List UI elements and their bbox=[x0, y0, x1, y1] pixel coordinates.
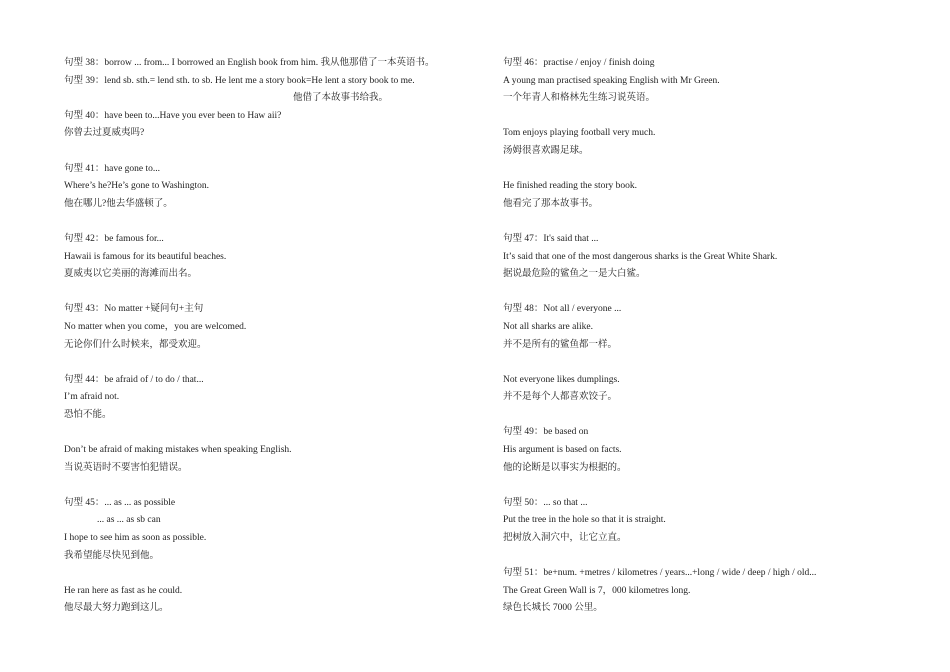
left-column-spacer bbox=[64, 565, 484, 583]
right-column-spacer bbox=[503, 108, 923, 126]
right-column-spacer bbox=[503, 213, 923, 231]
left-column-spacer bbox=[64, 284, 484, 302]
right-column-line: 句型 51：be+num. +metres / kilometres / years...+long / wide / deep / high / old... bbox=[503, 568, 817, 579]
right-column-line: 他看完了那本故事书。 bbox=[503, 198, 599, 209]
left-column-line: 句型 38：borrow ... from... I borrowed an English book from him. 我从他那借了一本英语书。 bbox=[64, 58, 435, 68]
right-column-line: 汤姆很喜欢踢足球。 bbox=[503, 145, 589, 156]
left-column-line: I’m afraid not. bbox=[64, 392, 120, 403]
right-column-line: 句型 48：Not all / everyone ... bbox=[503, 304, 622, 315]
right-column-line: A young man practised speaking English with Mr Green. bbox=[503, 75, 720, 86]
left-column-spacer bbox=[64, 213, 484, 231]
left-column-line: 句型 45：... as ... as possible bbox=[64, 497, 176, 508]
left-column-line: 你曾去过夏威夷吗? bbox=[64, 128, 145, 139]
left-column-line: 句型 42：be famous for... bbox=[64, 233, 164, 244]
left-column-line: 句型 41：have gone to... bbox=[64, 163, 161, 174]
right-column-line: 把树放入洞穴中，让它立直。 bbox=[503, 533, 627, 544]
left-column-line: 句型 39：lend sb. sth.= lend sth. to sb. He lent me a story book=He lent a story book to me. bbox=[64, 75, 415, 86]
left-column-line: 他尽最大努力跑到这儿。 bbox=[64, 603, 169, 614]
right-column-line: His argument is based on facts. bbox=[503, 445, 622, 456]
right-column-line: 句型 49：be based on bbox=[503, 427, 589, 438]
right-column-line: Not everyone likes dumplings. bbox=[503, 374, 620, 385]
right-column-line: 他的论断是以事实为根据的。 bbox=[503, 462, 627, 473]
right-column-line: It’s said that one of the most dangerous sharks is the Great White Shark. bbox=[503, 251, 778, 262]
right-column-line: 据说最危险的鲨鱼之一是大白鲨。 bbox=[503, 269, 646, 280]
right-column-spacer bbox=[503, 284, 923, 302]
left-column-line: I hope to see him as soon as possible. bbox=[64, 533, 207, 544]
left-column-line: He ran here as fast as he could. bbox=[64, 585, 183, 596]
right-column-spacer bbox=[503, 161, 923, 179]
right-column-line: 并不是所有的鲨鱼都一样。 bbox=[503, 339, 618, 350]
right-column-line: 句型 47：It's said that ... bbox=[503, 233, 599, 244]
left-column-line: 夏威夷以它美丽的海滩而出名。 bbox=[64, 269, 198, 280]
right-column-line: Not all sharks are alike. bbox=[503, 321, 593, 332]
left-column-line: 他在哪儿?他去华盛顿了。 bbox=[64, 198, 173, 209]
left-column-line: Where’s he?He’s gone to Washington. bbox=[64, 181, 209, 192]
right-column-line: Put the tree in the hole so that it is straight. bbox=[503, 515, 666, 526]
right-column-spacer bbox=[503, 354, 923, 372]
right-column bbox=[503, 55, 923, 618]
right-column-spacer bbox=[503, 477, 923, 495]
left-column-spacer bbox=[64, 143, 484, 161]
left-column-line: ... as ... as sb can bbox=[97, 515, 161, 526]
left-column-line: Don’t be afraid of making mistakes when speaking English. bbox=[64, 445, 292, 456]
right-column-line: 并不是每个人都喜欢饺子。 bbox=[503, 392, 618, 403]
left-column-line: 句型 40：have been to...Have you ever been to Haw aii? bbox=[64, 110, 282, 121]
left-column-line: 当说英语时不要害怕犯错误。 bbox=[64, 462, 188, 473]
left-column-line: 他借了本故事书给我。 bbox=[293, 93, 389, 104]
right-column-line: Tom enjoys playing football very much. bbox=[503, 128, 656, 139]
right-column-line: 句型 50：... so that ... bbox=[503, 497, 588, 508]
left-column-line: Hawaii is famous for its beautiful beaches. bbox=[64, 251, 227, 262]
right-column-spacer bbox=[503, 548, 923, 566]
right-column-line: 一个年青人和格林先生练习说英语。 bbox=[503, 93, 656, 104]
right-column-line: He finished reading the story book. bbox=[503, 181, 638, 192]
left-column-line: 恐怕不能。 bbox=[64, 409, 112, 420]
right-column-line: 绿色长城长 7000 公里。 bbox=[503, 603, 603, 614]
right-column-line: The Great Green Wall is 7，000 kilometres long. bbox=[503, 585, 691, 596]
left-column-line: 我希望能尽快见到他。 bbox=[64, 550, 160, 561]
right-column-line: 句型 46：practise / enjoy / finish doing bbox=[503, 58, 655, 68]
left-column bbox=[64, 55, 484, 618]
left-column-line: 句型 43：No matter +疑问句+主句 bbox=[64, 304, 204, 315]
left-column-spacer bbox=[64, 477, 484, 495]
left-column-spacer bbox=[64, 424, 484, 442]
left-column-line: 句型 44：be afraid of / to do / that... bbox=[64, 374, 204, 385]
right-column-spacer bbox=[503, 407, 923, 425]
left-column-line: No matter when you come，you are welcomed. bbox=[64, 321, 247, 332]
left-column-spacer bbox=[64, 354, 484, 372]
left-column-line: 无论你们什么时候来，都受欢迎。 bbox=[64, 339, 207, 350]
